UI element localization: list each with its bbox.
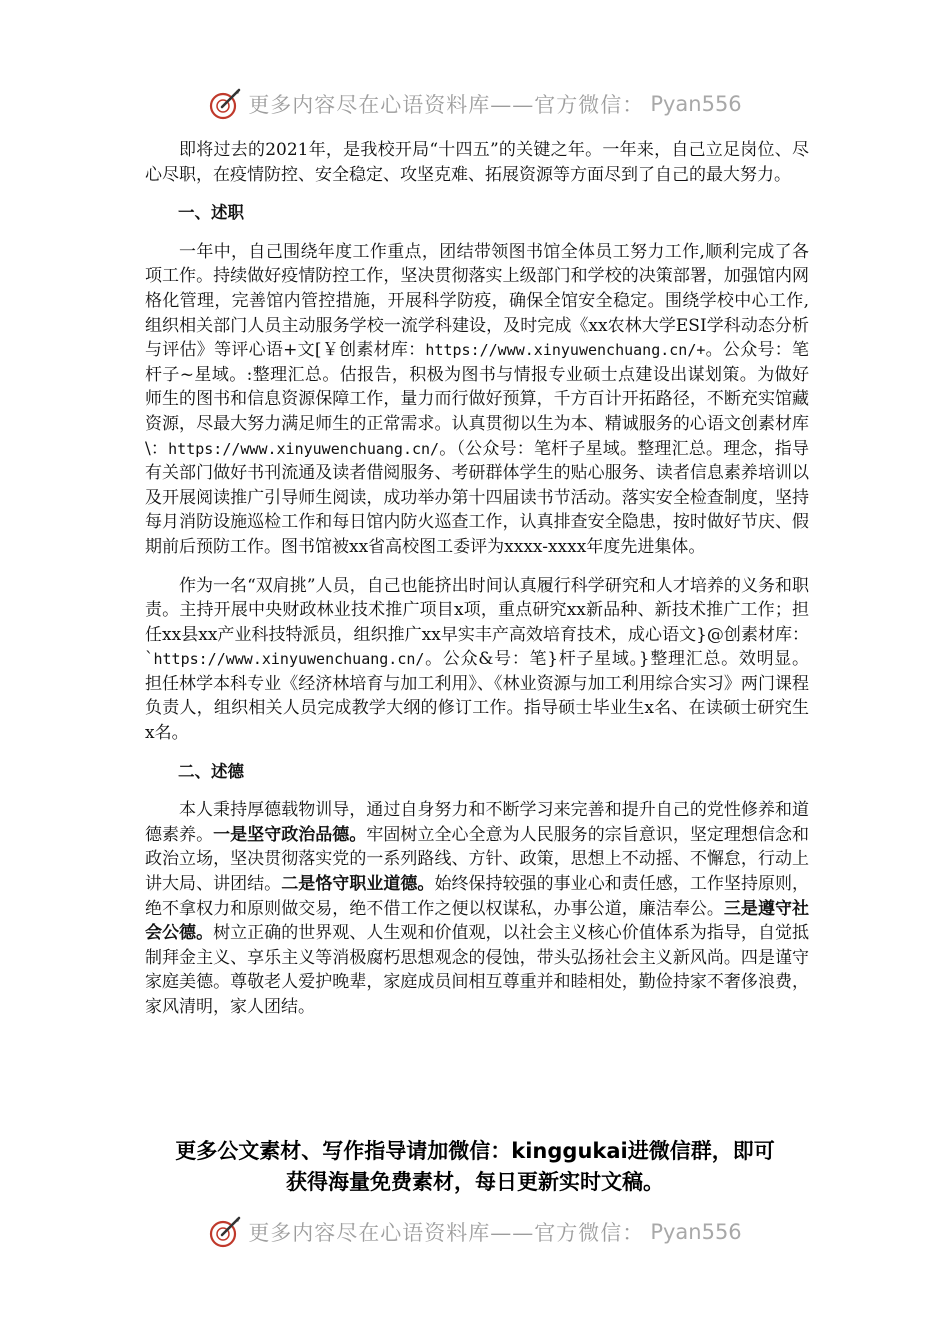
url-text: https://www.xinyuwenchuang.cn/	[168, 439, 440, 458]
text-segment: 。公众&号：笔}杆子星域。}整理汇总。效明显。担任林学本科专业《经济林培育与加工利用》、《林业资源与加工利用综合实习》两门课程负责人，组织相关人员完成教学大纲的修订工作。指导硕士毕业生x名、在读硕士研究生x名。	[145, 649, 809, 744]
section-heading-morality: 二、述德	[178, 761, 244, 781]
text-segment: 一年中，自己围绕年度工作重点，团结带领图书馆全体员工努力工作,顺利完成了各项工作。持续做好疫情防控工作，坚决贯彻落实上级部门和学校的决策部署，加强馆内网格化管理，完善馆内管控措施，开展科学防疫，确保全馆安全稳定。围绕学校中心工作,组织相关部门人员主动服务学校一流学科建设，及时完成《xx农林大学ESI学科动态分析与评估》等评心语+文[￥创素材库：	[145, 241, 809, 361]
text-segment: 。（公众号：笔杆子星域。整理汇总。理念，指导有关部门做好书刊流通及读者借阅服务、考研群体学生的贴心服务、读者信息素养培训以及开展阅读推广引导师生阅读，成功举办第十四届读书节活动。落实安全检查制度，坚持每月消防设施巡检工作和每日馆内防火巡查工作，认真排查安全隐患，按时做好节庆、假期前后预防工作。图书馆被xx省高校图工委评为xxxx-xxxx年度先进集体。	[145, 438, 810, 557]
document-body	[145, 138, 809, 1034]
bold-point-2: 二是恪守职业道德。	[281, 874, 435, 895]
intro-paragraph: 即将过去的2021年，是我校开局“十四五”的关键之年。一年来，自己立足岗位、尽心尽职，在疫情防控、安全稳定、攻坚克难、拓展资源等方面尽到了自己的最大努力。	[145, 140, 809, 185]
pen-logo-icon	[208, 87, 242, 121]
url-text: https://www.xinyuwenchuang.cn/+	[425, 341, 706, 360]
pen-logo-icon	[208, 1215, 242, 1249]
url-text: https://www.xinyuwenchuang.cn/	[153, 650, 425, 669]
promo-line-2: 获得海量免费素材，每日更新实时文稿。	[286, 1170, 664, 1194]
duty-paragraph-2	[145, 574, 809, 746]
section-heading-duty: 一、述职	[178, 203, 244, 223]
bold-point-3: 三是遵守社会公德。	[145, 898, 810, 944]
text-segment: 树立正确的世界观、人生观和价值观，以社会主义核心价值体系为指导，自觉抵制拜金主义、享乐主义等消极腐朽思想观念的侵蚀，带头弘扬社会主义新风尚。四是谨守家庭美德。尊敬老人爱护晚辈，家庭成员间相互尊重并和睦相处，勤俭持家不奢侈浪费，家风清明，家人团结。	[145, 923, 810, 1017]
watermark-text: 更多内容尽在心语资料库——官方微信：	[248, 1221, 645, 1245]
header-watermark	[0, 84, 950, 124]
watermark-wechat-id: Pyan556	[650, 1220, 742, 1244]
watermark-text: 更多内容尽在心语资料库——官方微信：	[248, 93, 645, 117]
text-segment: 始终保持较强的事业心和责任感，工作坚持原则，绝不拿权力和原则做交易，绝不借工作之便以权谋私，办事公道，廉洁奉公。	[145, 874, 810, 919]
bold-point-1: 一是坚守政治品德。	[213, 824, 367, 845]
watermark-wechat-id: Pyan556	[650, 92, 742, 116]
duty-paragraph-1	[145, 240, 809, 560]
text-segment: 。公众号：笔杆子~星域。:整理汇总。估报告，积极为图书与情报专业硕士点建设出谋划策。为做好师生的图书和信息资源保障工作，量力而行做好预算，千方百计开拓路径，不断充实馆藏资源，尽最大努力满足师生的正常需求。认真贯彻以生为本、精诚服务的心语文创素材库\：	[145, 340, 809, 459]
promo-line-1: 更多公文素材、写作指导请加微信：kinggukai进微信群，即可	[175, 1139, 775, 1163]
text-segment: 本人秉持厚德载物训导，通过自身努力和不断学习来完善和提升自己的党性修养和道德素养。	[145, 800, 809, 845]
morality-paragraph	[145, 798, 809, 1019]
text-segment: 牢固树立全心全意为人民服务的宗旨意识，坚定理想信念和政治立场，坚决贯彻落实党的一系列路线、方针、政策，思想上不动摇、不懈怠，行动上讲大局、讲团结。	[145, 824, 810, 895]
promo-notice	[120, 1136, 830, 1198]
footer-watermark	[0, 1212, 950, 1252]
text-segment: 作为一名“双肩挑”人员，自己也能挤出时间认真履行科学研究和人才培养的义务和职责。主持开展中央财政林业技术推广项目x项，重点研究xx新品种、新技术推广工作；担任xx县xx产业科技特派员，组织推广xx早实丰产高效培育技术，成心语文}@创素材库：`	[145, 575, 809, 670]
